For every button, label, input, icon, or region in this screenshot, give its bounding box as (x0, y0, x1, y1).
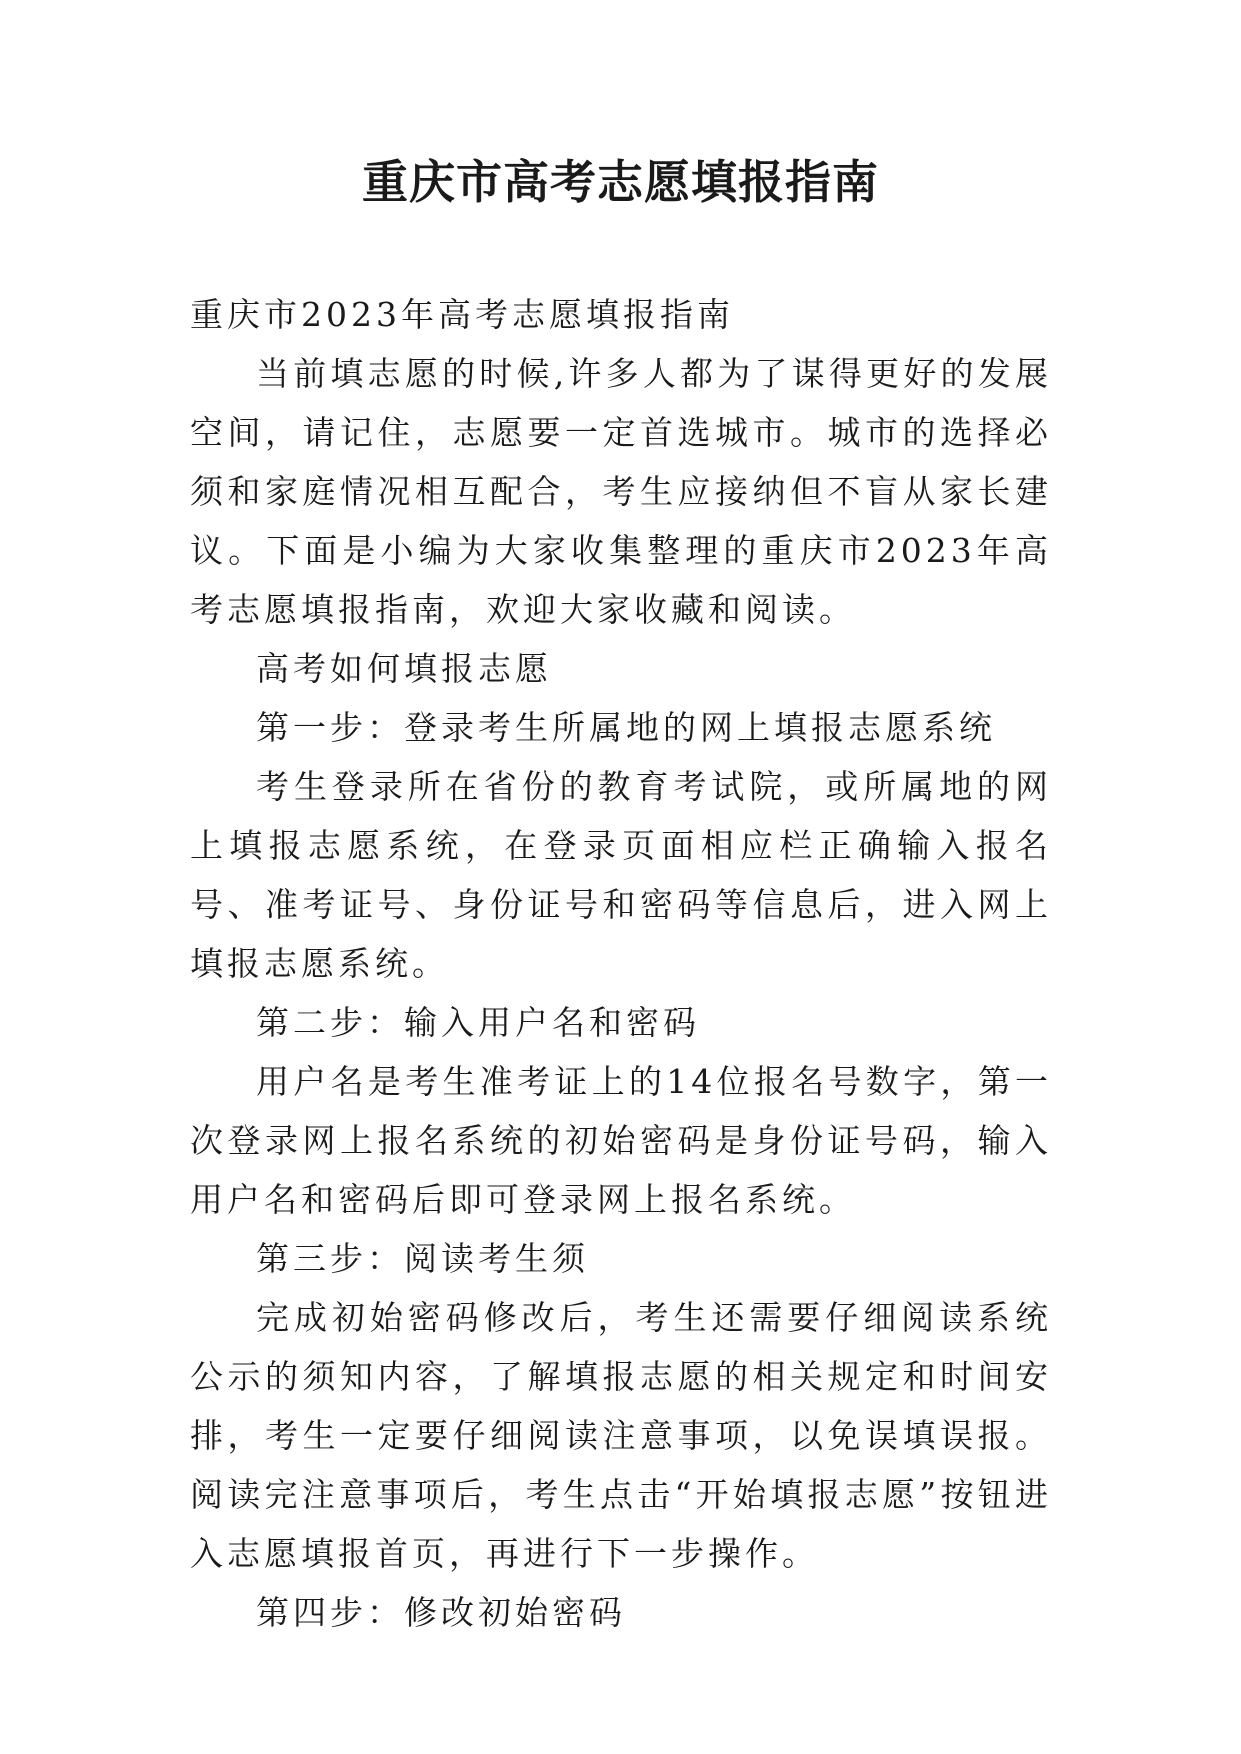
step-one-heading: 第一步：登录考生所属地的网上填报志愿系统 (256, 708, 996, 747)
document-body (190, 285, 1052, 1642)
document-title: 重庆市高考志愿填报指南 (362, 155, 879, 209)
section-heading: 高考如何填报志愿 (256, 649, 552, 688)
step-four-heading: 第四步：修改初始密码 (256, 1593, 626, 1632)
intro-paragraph: 当前填志愿的时候,许多人都为了谋得更好的发展空间，请记住，志愿要一定首选城市。城市的选择必须和家庭情况相互配合，考生应接纳但不盲从家长建议。下面是小编为大家收集整理的重庆市2023年高考志愿填报指南，欢迎大家收藏和阅读。 (190, 354, 1052, 629)
step-two-heading: 第二步：输入用户名和密码 (256, 1003, 700, 1042)
step-three-paragraph: 完成初始密码修改后，考生还需要仔细阅读系统公示的须知内容，了解填报志愿的相关规定和时间安排，考生一定要仔细阅读注意事项，以免误填误报。阅读完注意事项后，考生点击“开始填报志愿”按钮进入志愿填报首页，再进行下一步操作。 (190, 1298, 1052, 1573)
step-two-paragraph: 用户名是考生准考证上的14位报名号数字，第一次登录网上报名系统的初始密码是身份证号码，输入用户名和密码后即可登录网上报名系统。 (190, 1062, 1052, 1219)
doc-subtitle-paragraph: 重庆市2023年高考志愿填报指南 (190, 295, 734, 334)
step-three-heading: 第三步：阅读考生须 (256, 1239, 589, 1278)
step-one-paragraph: 考生登录所在省份的教育考试院，或所属地的网上填报志愿系统，在登录页面相应栏正确输入报名号、准考证号、身份证号和密码等信息后，进入网上填报志愿系统。 (190, 767, 1052, 983)
